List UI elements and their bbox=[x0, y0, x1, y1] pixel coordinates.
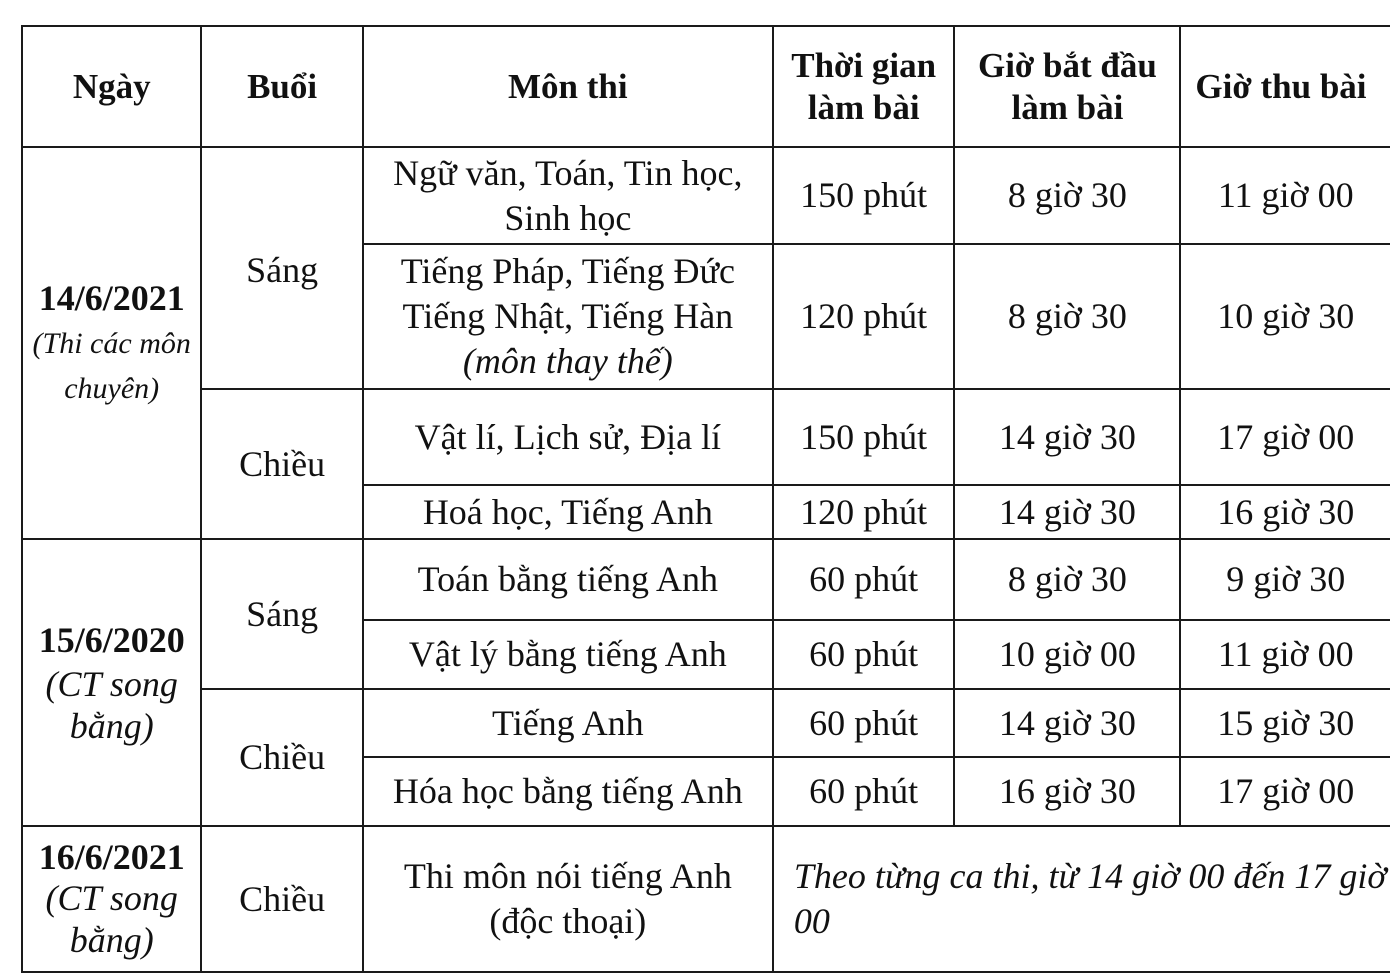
subject-cell: Tiếng Anh bbox=[363, 689, 773, 757]
subject-cell: Vật lý bằng tiếng Anh bbox=[363, 620, 773, 689]
header-ngay: Ngày bbox=[22, 26, 201, 147]
day-cell bbox=[22, 826, 201, 972]
day-cell bbox=[22, 147, 201, 539]
start-cell: 14 giờ 30 bbox=[954, 389, 1180, 485]
session-cell: Chiều bbox=[201, 389, 362, 539]
end-cell: 10 giờ 30 bbox=[1180, 244, 1390, 389]
subject-cell bbox=[363, 244, 773, 389]
subject-cell: Ngữ văn, Toán, Tin học, Sinh học bbox=[363, 147, 773, 244]
exam-schedule-table bbox=[21, 25, 1390, 973]
table-row bbox=[22, 689, 1390, 757]
header-thoi-gian: Thời gian làm bài bbox=[773, 26, 955, 147]
start-cell: 10 giờ 00 bbox=[954, 620, 1180, 689]
day-date: 16/6/2021 bbox=[38, 837, 185, 877]
end-cell: 11 giờ 00 bbox=[1180, 147, 1390, 244]
subject-cell: Thi môn nói tiếng Anh (độc thoại) bbox=[363, 826, 773, 972]
subject-cell: Hóa học bằng tiếng Anh bbox=[363, 757, 773, 826]
subject-note: (môn thay thế) bbox=[462, 341, 673, 381]
day-cell bbox=[22, 539, 201, 826]
duration-cell: 60 phút bbox=[773, 757, 955, 826]
start-cell: 8 giờ 30 bbox=[954, 244, 1180, 389]
header-gio-thu-bai: Giờ thu bài bbox=[1180, 26, 1390, 147]
duration-cell: 60 phút bbox=[773, 539, 955, 620]
end-cell: 11 giờ 00 bbox=[1180, 620, 1390, 689]
table-row bbox=[22, 826, 1390, 972]
session-cell: Chiều bbox=[201, 826, 362, 972]
session-cell: Sáng bbox=[201, 539, 362, 689]
subject-cell: Hoá học, Tiếng Anh bbox=[363, 485, 773, 539]
end-cell: 15 giờ 30 bbox=[1180, 689, 1390, 757]
end-cell: 17 giờ 00 bbox=[1180, 389, 1390, 485]
header-buoi: Buổi bbox=[201, 26, 362, 147]
speaking-note-cell: Theo từng ca thi, từ 14 giờ 00 đến 17 giờ 00 bbox=[773, 826, 1390, 972]
header-row bbox=[22, 26, 1390, 147]
end-cell: 17 giờ 00 bbox=[1180, 757, 1390, 826]
day-note: (Thi các môn chuyên) bbox=[32, 326, 191, 405]
duration-cell: 150 phút bbox=[773, 147, 955, 244]
day-date: 14/6/2021 bbox=[38, 277, 185, 318]
start-cell: 8 giờ 30 bbox=[954, 539, 1180, 620]
subject-cell: Vật lí, Lịch sử, Địa lí bbox=[363, 389, 773, 485]
subject-cell: Toán bằng tiếng Anh bbox=[363, 539, 773, 620]
day-note: (CT song bằng) bbox=[45, 878, 178, 960]
table-row bbox=[22, 147, 1390, 244]
end-cell: 16 giờ 30 bbox=[1180, 485, 1390, 539]
duration-cell: 150 phút bbox=[773, 389, 955, 485]
subject-text: Tiếng Pháp, Tiếng Đức Tiếng Nhật, Tiếng Hàn bbox=[400, 251, 735, 336]
duration-cell: 60 phút bbox=[773, 689, 955, 757]
duration-cell: 120 phút bbox=[773, 485, 955, 539]
header-mon-thi: Môn thi bbox=[363, 26, 773, 147]
start-cell: 8 giờ 30 bbox=[954, 147, 1180, 244]
duration-cell: 120 phút bbox=[773, 244, 955, 389]
table-row bbox=[22, 389, 1390, 485]
start-cell: 14 giờ 30 bbox=[954, 485, 1180, 539]
day-note: (CT song bằng) bbox=[45, 664, 178, 746]
duration-cell: 60 phút bbox=[773, 620, 955, 689]
end-cell: 9 giờ 30 bbox=[1180, 539, 1390, 620]
session-cell: Chiều bbox=[201, 689, 362, 826]
day-date: 15/6/2020 bbox=[38, 620, 185, 660]
table-row bbox=[22, 539, 1390, 620]
start-cell: 14 giờ 30 bbox=[954, 689, 1180, 757]
session-cell: Sáng bbox=[201, 147, 362, 389]
start-cell: 16 giờ 30 bbox=[954, 757, 1180, 826]
header-gio-bat-dau: Giờ bắt đầu làm bài bbox=[954, 26, 1180, 147]
